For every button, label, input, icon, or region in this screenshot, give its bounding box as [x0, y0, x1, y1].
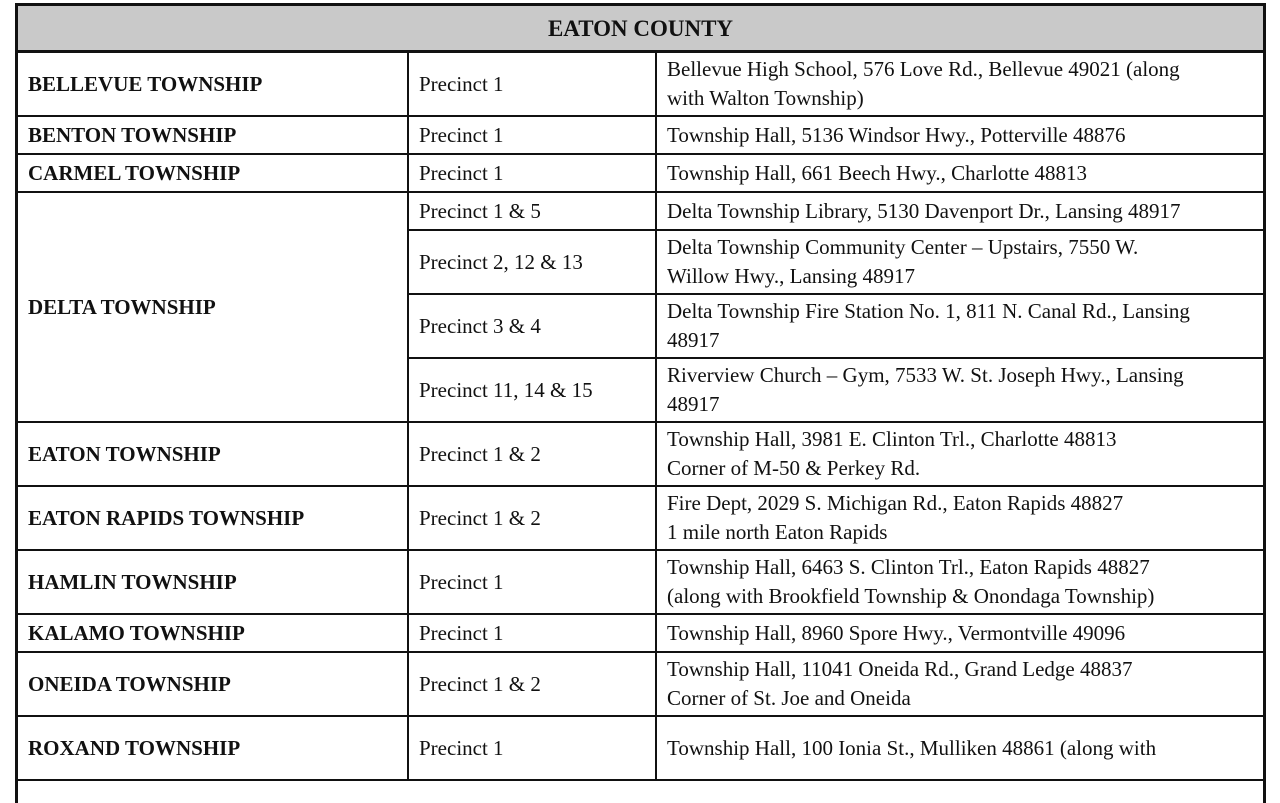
precinct-cell: Precinct 1 [408, 614, 656, 652]
address-line: (along with Brookfield Township & Onondaga Township) [667, 584, 1155, 608]
address-cell [656, 550, 1263, 614]
address-line: Delta Township Library, 5130 Davenport Dr., Lansing 48917 [667, 198, 1181, 223]
precinct-cell: Precinct 2, 12 & 13 [408, 230, 656, 294]
address-cell [656, 652, 1263, 716]
table-row [18, 192, 1263, 230]
table-row [18, 486, 1263, 550]
table-row [18, 52, 1263, 117]
township-name: ROXAND TOWNSHIP [18, 716, 408, 780]
address-line: Bellevue High School, 576 Love Rd., Bellevue 49021 (along [667, 57, 1180, 81]
precinct-cell: Precinct 1 [408, 116, 656, 154]
address-line: 1 mile north Eaton Rapids [667, 520, 888, 544]
address-line: Corner of M-50 & Perkey Rd. [667, 456, 921, 480]
address-line: Township Hall, 8960 Spore Hwy., Vermontville 49096 [667, 620, 1126, 645]
address-line: Township Hall, 3981 E. Clinton Trl., Charlotte 48813 [667, 427, 1117, 451]
precinct-cell: Precinct 1 & 2 [408, 652, 656, 716]
address-line: Fire Dept, 2029 S. Michigan Rd., Eaton Rapids 48827 [667, 491, 1124, 515]
address-cell [656, 358, 1263, 422]
address-cell [656, 422, 1263, 486]
address-line: with Walton Township) [667, 86, 864, 110]
document-page [15, 3, 1266, 803]
township-name: BENTON TOWNSHIP [18, 116, 408, 154]
address-line: Delta Township Community Center – Upstairs, 7550 W. [667, 235, 1139, 259]
address-line: Township Hall, 6463 S. Clinton Trl., Eaton Rapids 48827 [667, 555, 1150, 579]
precinct-cell: Precinct 1 [408, 52, 656, 117]
address-line: Corner of St. Joe and Oneida [667, 686, 911, 710]
address-line: Township Hall, 661 Beech Hwy., Charlotte 48813 [667, 160, 1088, 185]
township-name: EATON TOWNSHIP [18, 422, 408, 486]
precinct-cell: Precinct 1 & 2 [408, 422, 656, 486]
township-name: CARMEL TOWNSHIP [18, 154, 408, 192]
table-row [18, 614, 1263, 652]
table-row [18, 422, 1263, 486]
address-line: Delta Township Fire Station No. 1, 811 N. Canal Rd., Lansing [667, 299, 1190, 323]
township-name: BELLEVUE TOWNSHIP [18, 52, 408, 117]
precinct-cell: Precinct 1 & 5 [408, 192, 656, 230]
address-cell [656, 294, 1263, 358]
table-row [18, 550, 1263, 614]
address-cell [656, 192, 1263, 230]
township-name: HAMLIN TOWNSHIP [18, 550, 408, 614]
township-name: EATON RAPIDS TOWNSHIP [18, 486, 408, 550]
address-cell [656, 614, 1263, 652]
precinct-cell: Precinct 1 [408, 550, 656, 614]
precinct-cell: Precinct 1 & 2 [408, 486, 656, 550]
address-line: Township Hall, 5136 Windsor Hwy., Potterville 48876 [667, 122, 1126, 147]
table-row [18, 116, 1263, 154]
address-cell [656, 116, 1263, 154]
township-name: KALAMO TOWNSHIP [18, 614, 408, 652]
address-cell [656, 486, 1263, 550]
address-line: 48917 [667, 392, 720, 416]
address-cell [656, 230, 1263, 294]
precinct-cell: Precinct 1 [408, 716, 656, 780]
address-cell [656, 52, 1263, 117]
township-name: ONEIDA TOWNSHIP [18, 652, 408, 716]
table-row [18, 652, 1263, 716]
address-cell [656, 716, 1263, 780]
table-row [18, 716, 1263, 780]
address-line: Willow Hwy., Lansing 48917 [667, 264, 916, 288]
address-line: Riverview Church – Gym, 7533 W. St. Joseph Hwy., Lansing [667, 363, 1184, 387]
polling-locations-table [18, 6, 1263, 781]
address-line: Township Hall, 11041 Oneida Rd., Grand Ledge 48837 [667, 657, 1133, 681]
county-title: EATON COUNTY [18, 6, 1263, 52]
address-cell [656, 154, 1263, 192]
precinct-cell: Precinct 3 & 4 [408, 294, 656, 358]
township-name: DELTA TOWNSHIP [18, 192, 408, 422]
address-line: Township Hall, 100 Ionia St., Mulliken 48861 (along with [667, 735, 1157, 760]
precinct-cell: Precinct 11, 14 & 15 [408, 358, 656, 422]
address-line: 48917 [667, 328, 720, 352]
table-row [18, 154, 1263, 192]
precinct-cell: Precinct 1 [408, 154, 656, 192]
